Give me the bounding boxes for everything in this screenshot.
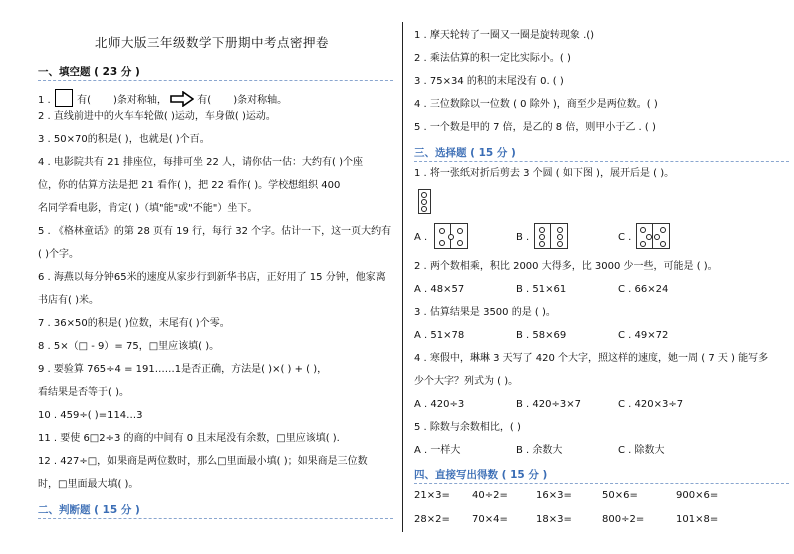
question-2: 2 . 直线前进中的火车车轮做( )运动，车身做( )运动。 [38,111,276,122]
choice-1-option-c-label: C . [618,232,632,243]
choice-4-option-a: A . 420÷3 [414,399,465,410]
square-shape-icon [55,89,73,107]
choice-3-option-a: A . 51×78 [414,330,465,341]
question-1-part-b: )条对称轴， [113,95,167,106]
question-9-line-1: 9 . 要验算 765÷4 = 191……1是否正确，方法是( )×( ) + ( )， [38,364,328,375]
question-9-line-2: 看结果是否等于( )。 [38,387,129,398]
calc-row-1-item-1: 21×3= [414,490,450,501]
judge-3: 3 . 75×34 的积的末尾没有 0. ( ) [414,76,564,87]
choice-2-option-a: A . 48×57 [414,284,465,295]
folded-paper-figure [418,189,431,214]
calc-row-1-item-4: 50×6= [602,490,638,501]
question-1-part-c: 有( [197,95,212,106]
section-choice-heading: 三、选择题 ( 15 分 ) [414,147,516,159]
circle-hole-icon [654,234,660,240]
choice-4-option-b: B . 420÷3×7 [516,399,581,410]
question-3: 3 . 50×70的积是( )，也就是( )个百。 [38,134,210,145]
question-4-line-2: 位，你的估算方法是把 21 看作( )，把 22 看作( )。学校想组织 400 [38,180,341,191]
column-divider [402,22,403,532]
circle-hole-icon [439,228,445,234]
question-4-line-1: 4 . 电影院共有 21 排座位，每排可坐 22 人，请你估一估：大约有( )个座 [38,157,364,168]
circle-hole-icon [539,241,545,247]
question-1 [38,89,287,107]
choice-3-option-c: C . 49×72 [618,330,669,341]
question-12-line-1: 12 . 427÷□，如果商是两位数时，那么□里面最小填( )；如果商是三位数 [38,456,368,467]
choice-1-option-c-figure [636,223,670,249]
circle-hole-icon [439,240,445,246]
section-divider [414,161,789,162]
section-divider [414,483,789,484]
circle-hole-icon [640,227,646,233]
circle-hole-icon [421,192,427,198]
question-1-part-d: )条对称轴。 [233,95,288,106]
question-8: 8 . 5×（□ - 9）= 75，□里应该填( )。 [38,341,220,352]
question-12-line-2: 时，□里面最大填( )。 [38,479,139,490]
judge-1: 1 . 摩天轮转了一圈又一圈是旋转现象 .() [414,30,595,41]
circle-hole-icon [539,227,545,233]
choice-1-option-a-label: A . [414,232,428,243]
question-10: 10 . 459÷( )=114…3 [38,410,143,421]
circle-hole-icon [557,227,563,233]
question-4-line-3: 名同学看电影，肯定( )（填"能"或"不能"）坐下。 [38,203,258,214]
choice-4-option-c: C . 420×3÷7 [618,399,684,410]
circle-hole-icon [640,241,646,247]
choice-3: 3 . 估算结果是 3500 的是 ( )。 [414,307,556,318]
choice-2-option-b: B . 51×61 [516,284,567,295]
calc-row-1-item-2: 40÷2= [472,490,508,501]
question-7: 7 . 36×50的积是( )位数，末尾有( )个零。 [38,318,230,329]
question-5-line-2: ( )个字。 [38,249,79,260]
section-fill-blank-heading: 一、填空题 ( 23 分 ) [38,66,140,78]
question-1-part-a: 有( [77,95,92,106]
choice-1-option-b-figure [534,223,568,249]
circle-hole-icon [421,206,427,212]
arrow-shape-icon [170,91,194,107]
choice-3-option-b: B . 58×69 [516,330,567,341]
circle-hole-icon [421,199,427,205]
section-true-false-heading: 二、判断题 ( 15 分 ) [38,504,140,516]
circle-hole-icon [660,227,666,233]
judge-2: 2 . 乘法估算的积一定比实际小。( ) [414,53,571,64]
circle-hole-icon [660,241,666,247]
judge-5: 5 . 一个数是甲的 7 倍，是乙的 8 倍，则甲小于乙 . ( ) [414,122,656,133]
choice-1-option-b-label: B . [516,232,530,243]
calc-row-2-item-1: 28×2= [414,514,450,525]
circle-hole-icon [457,228,463,234]
calc-row-1-item-5: 900×6= [676,490,719,501]
circle-hole-icon [557,234,563,240]
question-6-line-1: 6 . 海燕以每分钟65米的速度从家步行到新华书店，正好用了 15 分钟，他家离 [38,272,386,283]
choice-1-option-a-figure [434,223,468,249]
circle-hole-icon [557,241,563,247]
choice-5-option-a: A . 一样大 [414,445,461,456]
circle-hole-icon [457,240,463,246]
choice-2: 2 . 两个数相乘，积比 2000 大得多，比 3000 少一些，可能是 ( )。 [414,261,718,272]
choice-4-line-1: 4 . 寒假中，琳琳 3 天写了 420 个大字，照这样的速度，她一周 ( 7 天 ) 能写多 [414,353,769,364]
circle-hole-icon [646,234,652,240]
question-5-line-1: 5 . 《格林童话》的第 28 页有 19 行，每行 32 个字。估计一下，这一页大约有 [38,226,392,237]
circle-hole-icon [539,234,545,240]
choice-2-option-c: C . 66×24 [618,284,669,295]
section-divider [38,518,393,519]
page-title: 北师大版三年级数学下册期中考点密押卷 [95,35,330,50]
judge-4: 4 . 三位数除以一位数 ( 0 除外 )，商至少是两位数。( ) [414,99,658,110]
choice-4-line-2: 少个大字？列式为 ( )。 [414,376,519,387]
choice-5-option-c: C . 除数大 [618,445,665,456]
section-divider [38,80,393,81]
calc-row-1-item-3: 16×3= [536,490,572,501]
choice-5-option-b: B . 余数大 [516,445,563,456]
section-calculation-heading: 四、直接写出得数 ( 15 分 ) [414,469,548,481]
question-1-number: 1 . [38,95,51,106]
calc-row-2-item-2: 70×4= [472,514,508,525]
choice-1: 1 . 将一张纸对折后剪去 3 个圆 ( 如下图 )，展开后是 ( )。 [414,168,675,179]
calc-row-2-item-3: 18×3= [536,514,572,525]
question-6-line-2: 书店有( )米。 [38,295,99,306]
question-11: 11 . 要使 6□2÷3 的商的中间有 0 且末尾没有余数，□里应该填( ). [38,433,340,444]
calc-row-2-item-4: 800÷2= [602,514,645,525]
choice-5: 5 . 除数与余数相比，( ) [414,422,521,433]
circle-hole-icon [448,234,454,240]
calc-row-2-item-5: 101×8= [676,514,719,525]
